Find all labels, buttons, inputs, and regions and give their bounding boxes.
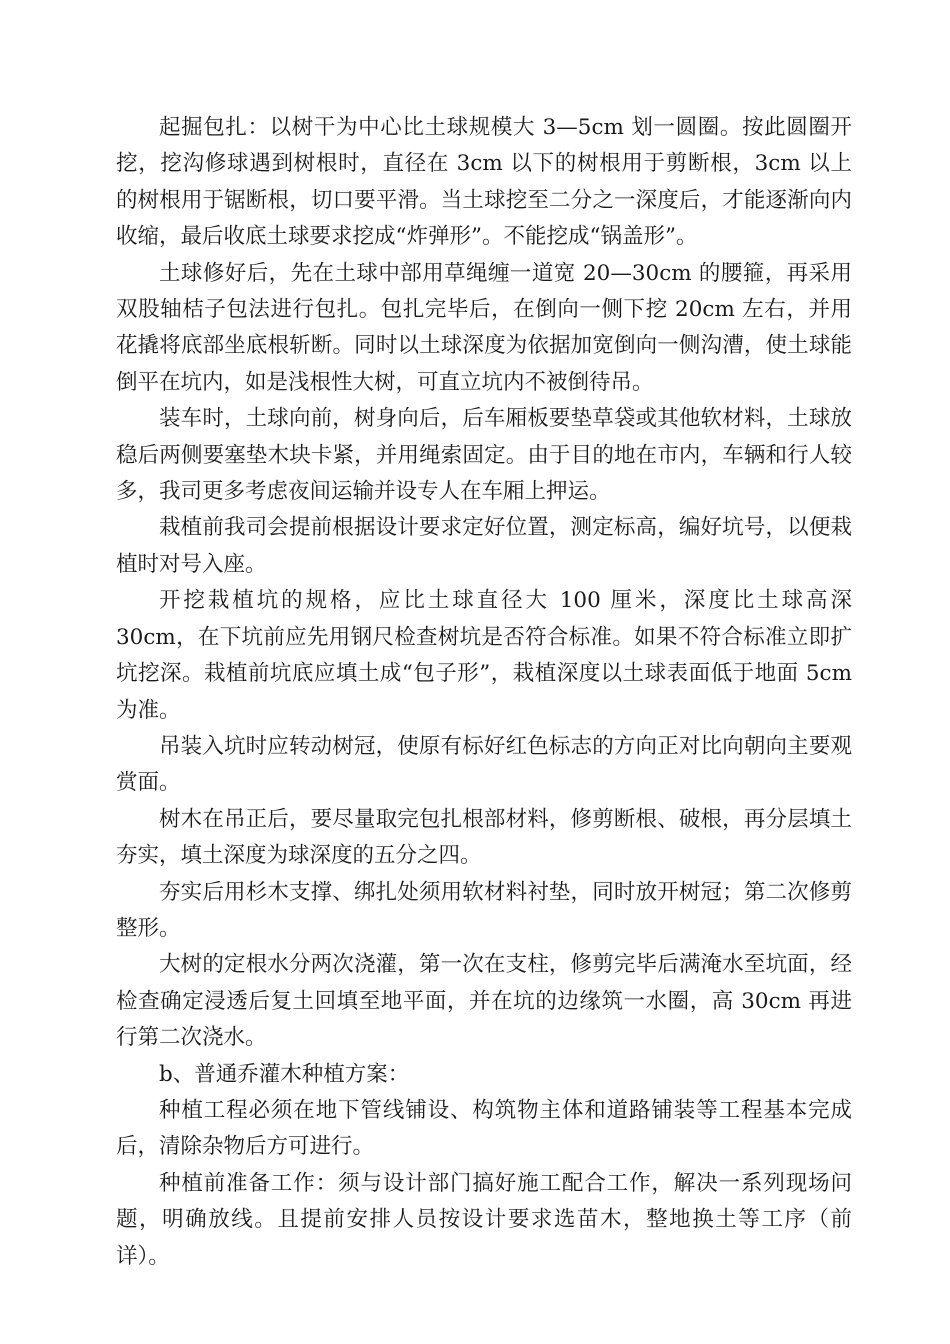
paragraph-excavation-wrapping: 起掘包扎：以树干为中心比土球规模大 3—5cm 划一圆圈。按此圆圈开挖，挖沟修球遇到树根时，直径在 3cm 以下的树根用于剪断根，3cm 以上的树根用于锯断根，切口要平滑。当土球挖至二分之一深度后，才能逐渐向内收缩，最后收底土球要求挖成“炸弹形”。不能挖成“锅盖形”。 [116, 115, 852, 250]
paragraph-backfill: 树木在吊正后，要尽量取完包扎根部材料，修剪断根、破根，再分层填土夯实，填土深度为球深度的五分之四。 [116, 806, 852, 869]
paragraph-watering: 大树的定根水分两次浇灌，第一次在支柱，修剪完毕后满淹水至坑面，经检查确定浸透后复土回填至地平面，并在坑的边缘筑一水圈，高 30cm 再进行第二次浇水。 [116, 952, 852, 1051]
paragraph-planting-pit: 开挖栽植坑的规格，应比土球直径大 100 厘米，深度比土球高深 30cm，在下坑前应先用钢尺检查树坑是否符合标准。如果不符合标准立即扩坑挖深。栽植前坑底应填土成“包子形”，栽植深度以土球表面低于地面 5cm 为准。 [116, 588, 852, 723]
document-body [116, 110, 852, 1275]
paragraph-support-pruning: 夯实后用杉木支撑、绑扎处须用软材料衬垫，同时放开树冠；第二次修剪整形。 [116, 879, 852, 941]
paragraph-planting-prerequisites: 种植工程必须在地下管线铺设、构筑物主体和道路铺装等工程基本完成后，清除杂物后方可进行。 [116, 1097, 852, 1160]
paragraph-preparation-work: 种植前准备工作：须与设计部门搞好施工配合工作，解决一系列现场问题，明确放线。且提前安排人员按设计要求选苗木，整地换土等工序（前详）。 [116, 1170, 852, 1269]
paragraph-hoisting: 吊装入坑时应转动树冠，使原有标好红色标志的方向正对比向朝向主要观赏面。 [116, 733, 852, 796]
paragraph-root-ball-binding: 土球修好后，先在土球中部用草绳缠一道宽 20—30cm 的腰箍，再采用双股轴桔子包法进行包扎。包扎完毕后，在倒向一侧下挖 20cm 左右，并用花撬将底部坐底根斩断。同时以土球深度为依据加宽倒向一侧沟漕，使土球能倒平在坑内，如是浅根性大树，可直立坑内不被倒待吊。 [116, 260, 852, 395]
paragraph-section-heading-b: b、普通乔灌木种植方案： [159, 1061, 410, 1087]
paragraph-loading-transport: 装车时，土球向前，树身向后，后车厢板要垫草袋或其他软材料，土球放稳后两侧要塞垫木块卡紧，并用绳索固定。由于目的地在市内，车辆和行人较多，我司更多考虑夜间运输并设专人在车厢上押运。 [116, 406, 852, 505]
paragraph-positioning: 栽植前我司会提前根据设计要求定好位置，测定标高，编好坑号，以便栽植时对号入座。 [116, 515, 852, 577]
